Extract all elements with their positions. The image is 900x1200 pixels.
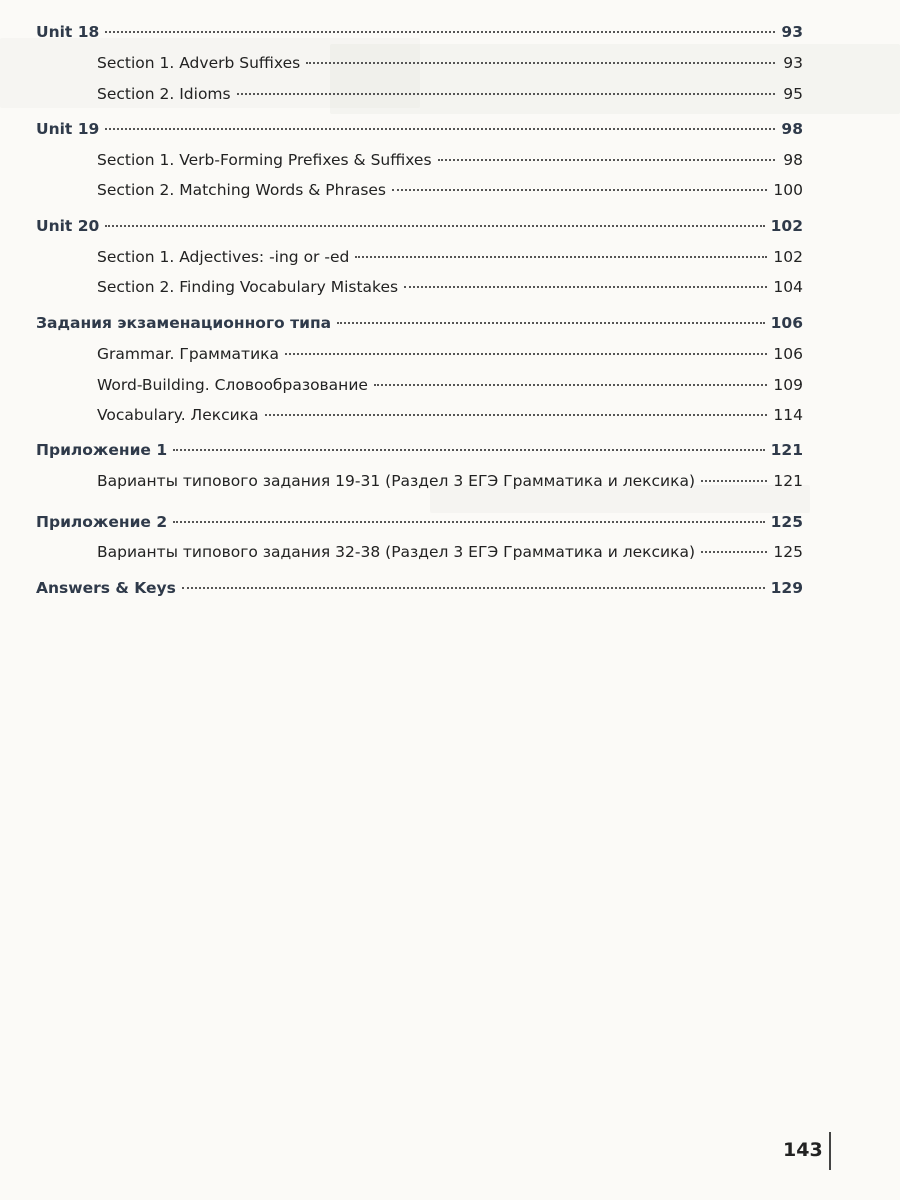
toc-page: 106 — [773, 345, 803, 363]
toc-label: Варианты типового задания 32-38 (Раздел 3 ЕГЭ Грамматика и лексика) — [97, 543, 696, 561]
toc-page: 125 — [770, 513, 803, 531]
toc-label: Section 1. Adverb Suffixes — [97, 54, 301, 72]
dot-leader — [105, 225, 764, 227]
toc-label: Vocabulary. Лексика — [97, 406, 259, 424]
dot-leader — [392, 189, 767, 191]
dot-leader — [701, 551, 767, 553]
toc-page: 98 — [781, 120, 803, 138]
toc-label: Section 1. Verb-Forming Prefixes & Suffixes — [97, 151, 432, 169]
toc-label: Unit 18 — [36, 23, 100, 41]
dot-leader — [173, 449, 765, 451]
toc-label: Unit 19 — [36, 120, 100, 138]
toc-entry — [97, 344, 803, 364]
toc-page: 98 — [783, 151, 803, 169]
dot-leader — [337, 322, 765, 324]
toc-page: 129 — [770, 579, 803, 597]
toc-entry — [97, 277, 803, 297]
toc-page: 95 — [783, 85, 803, 103]
toc-page: 93 — [783, 54, 803, 72]
dot-leader — [182, 587, 765, 589]
dot-leader — [438, 159, 775, 161]
toc-label: Grammar. Грамматика — [97, 345, 280, 363]
toc-label: Unit 20 — [36, 217, 100, 235]
toc-page: 102 — [773, 248, 803, 266]
toc-page: 109 — [773, 376, 803, 394]
page-number-rule — [829, 1132, 831, 1170]
toc-page: 121 — [773, 472, 803, 490]
toc-label: Варианты типового задания 19-31 (Раздел 3 ЕГЭ Грамматика и лексика) — [97, 472, 696, 490]
toc-label: Section 1. Adjectives: -ing or -ed — [97, 248, 350, 266]
toc-entry — [36, 512, 803, 532]
toc-page: 125 — [773, 543, 803, 561]
dot-leader — [404, 286, 767, 288]
toc-page: 104 — [773, 278, 803, 296]
toc-entry — [97, 247, 803, 267]
dot-leader — [173, 521, 765, 523]
toc-page: 102 — [770, 217, 803, 235]
toc-label: Задания экзаменационного типа — [36, 314, 332, 332]
toc-page: 114 — [773, 406, 803, 424]
toc-entry — [97, 471, 803, 491]
dot-leader — [237, 93, 775, 95]
dot-leader — [285, 353, 767, 355]
toc-label: Section 2. Finding Vocabulary Mistakes — [97, 278, 399, 296]
dot-leader — [306, 62, 775, 64]
dot-leader — [265, 414, 768, 416]
toc-entry — [36, 119, 803, 139]
toc-label: Section 2. Idioms — [97, 85, 231, 103]
toc-entry — [36, 578, 803, 598]
page-number: 143 — [783, 1139, 823, 1161]
dot-leader — [355, 256, 767, 258]
toc-label: Приложение 1 — [36, 441, 168, 459]
toc-label: Answers & Keys — [36, 579, 176, 597]
toc-page: 100 — [773, 181, 803, 199]
toc-entry — [36, 22, 803, 42]
toc-entry — [36, 216, 803, 236]
toc-label: Word-Building. Словообразование — [97, 376, 368, 394]
toc-entry — [97, 84, 803, 104]
toc-label: Приложение 2 — [36, 513, 168, 531]
toc-entry — [36, 440, 803, 460]
toc-entry — [97, 150, 803, 170]
toc-entry — [97, 375, 803, 395]
toc-entry — [97, 405, 803, 425]
toc-page: 93 — [781, 23, 803, 41]
toc-entry — [97, 180, 803, 200]
toc-page: 106 — [770, 314, 803, 332]
toc-entry — [97, 542, 803, 562]
dot-leader — [374, 384, 767, 386]
dot-leader — [701, 480, 767, 482]
toc-entry — [97, 53, 803, 73]
dot-leader — [105, 128, 775, 130]
toc-label: Section 2. Matching Words & Phrases — [97, 181, 387, 199]
toc-entry — [36, 313, 803, 333]
dot-leader — [105, 31, 775, 33]
toc-page: 121 — [770, 441, 803, 459]
